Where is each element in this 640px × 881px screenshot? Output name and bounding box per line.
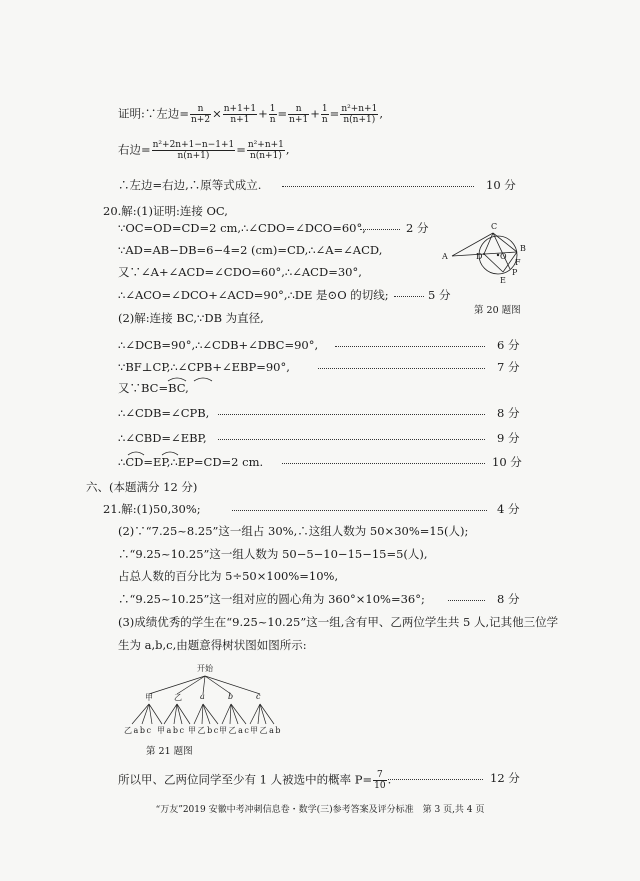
tree-node-a: a — [200, 692, 205, 701]
point-label-a: A — [442, 252, 448, 261]
dot-leader — [394, 296, 424, 297]
tree-leaf-group: 甲 乙 a c — [219, 726, 249, 735]
score-mark: 6 分 — [497, 338, 520, 352]
tree-node-b: b — [228, 692, 234, 701]
tree-node-c: c — [256, 692, 261, 701]
dot-leader — [218, 414, 485, 415]
q21-line6: (3)成绩优秀的学生在“9.25~10.25”这一组,含有甲、乙两位学生共 5 人,记其他三位学 — [118, 615, 559, 629]
score-mark: 5 分 — [428, 288, 451, 302]
q20-line6: (2)解:连接 BC,∵DB 为直径, — [118, 311, 264, 325]
q21-line5: ∴“9.25~10.25”这一组对应的圆心角为 360°×10%=36°; — [118, 592, 425, 606]
q21-line7: 生为 a,b,c,由题意得树状图如图所示: — [118, 638, 307, 652]
q20-line11: ∴∠CBD=∠EBP, — [118, 431, 207, 445]
q20-line3: ∵AD=AB−DB=6−4=2 (cm)=CD,∴∠A=∠ACD, — [118, 243, 383, 257]
q20-line7: ∴∠DCB=90°,∴∠CDB+∠DBC=90°, — [118, 338, 319, 352]
q20-line1: 20.解:(1)证明:连接 OC, — [103, 204, 228, 218]
dot-leader — [282, 463, 485, 464]
q20-line12: ∴CD=EP,∴EP=CD=2 cm. — [118, 455, 264, 469]
score-mark: 2 分 — [406, 221, 429, 235]
score-mark: 8 分 — [497, 592, 520, 606]
dot-leader — [335, 346, 485, 347]
tree-leaf-group: 甲 乙 b c — [188, 726, 218, 735]
dot-leader — [448, 600, 485, 601]
q20-line2: ∵OC=OD=CD=2 cm,∴∠CDO=∠DCO=60°, — [118, 221, 366, 235]
q20-line9: 又∵BC=BC, — [118, 381, 189, 395]
q21-line3: ∴“9.25~10.25”这一组人数为 50−5−10−15−15=5(人), — [118, 547, 428, 561]
dot-leader — [232, 510, 487, 511]
point-label-f: F — [515, 258, 521, 267]
q21-line2: (2)∵“7.25~8.25”这一组占 30%,∴这组人数为 50×30%=15(人); — [118, 524, 469, 538]
score-mark: 9 分 — [497, 431, 520, 445]
dot-leader — [318, 368, 485, 369]
q21-line1: 21.解:(1)50,30%; — [103, 502, 201, 516]
tree-leaf-group: 乙 a b c — [124, 726, 151, 735]
q19-line2: 右边= $\frac{\text{n²+2n+1−n−1+1}}{n(n+1)}$ = $\frac{\text{n²+n+1}}{n(n+1)}$ , — [118, 140, 290, 161]
score-mark: 8 分 — [497, 406, 520, 420]
point-label-d: D — [476, 252, 483, 261]
q21-line4: 占总人数的百分比为 5÷50×100%=10%, — [118, 569, 339, 583]
dot-leader — [218, 439, 485, 440]
arc-marks — [126, 449, 186, 457]
section-six-title: 六、(本题满分 12 分) — [86, 480, 198, 494]
tree-node-yi: 乙 — [174, 693, 182, 702]
dot-leader — [388, 779, 483, 780]
arc-marks — [166, 375, 214, 383]
dot-leader — [360, 229, 400, 230]
tree-leaf-group: 甲 乙 a b — [250, 726, 281, 735]
point-label-p: P — [512, 268, 518, 277]
point-label-o: O — [500, 252, 507, 261]
point-label-e: E — [500, 276, 506, 285]
figure-21-caption: 第 21 题图 — [146, 746, 193, 757]
point-label-c: C — [491, 222, 498, 231]
q21-conclusion: 所以甲、乙两位同学至少有 1 人被选中的概率 P= $\frac{7}{10}$ . — [118, 770, 392, 791]
score-mark: 12 分 — [490, 771, 520, 785]
q20-line10: ∴∠CDB=∠CPB, — [118, 406, 210, 420]
q20-line8: ∵BF⊥CP,∴∠CPB+∠EBP=90°, — [118, 360, 290, 374]
score-mark: 7 分 — [497, 360, 520, 374]
point-label-b: B — [520, 244, 526, 253]
dot-leader — [282, 186, 474, 187]
page-footer: “万友”2019 安徽中考冲刺信息卷・数学(三)参考答案及评分标准 第 3 页,共 4 页 — [155, 805, 485, 815]
q19-line1: 证明:∵左边= $\frac{n}{n+2}$ × $\frac{n+1+1}{n+1}$ + $\frac{1}{n}$ = $\frac{n}{n+1}$ + $\frac{1}{n}$ = $\frac{\text{n²+n+1}}{n(n+1)}$ , — [118, 104, 383, 125]
tree-node-jia: 甲 — [145, 693, 153, 702]
tree-root-label: 开始 — [197, 664, 213, 673]
q20-line4: 又∵∠A+∠ACD=∠CDO=60°,∴∠ACD=30°, — [118, 265, 362, 279]
figure-20-caption: 第 20 题图 — [474, 305, 521, 316]
q20-line5: ∴∠ACO=∠DCO+∠ACD=90°,∴DE 是⊙O 的切线; — [118, 288, 389, 302]
tree-leaf-group: 甲 a b c — [157, 726, 184, 735]
figure-20-geometry — [446, 222, 520, 288]
score-mark: 10 分 — [492, 455, 522, 469]
score-mark: 10 分 — [486, 178, 516, 192]
score-mark: 4 分 — [497, 502, 520, 516]
q19-line3: ∴左边=右边,∴原等式成立. — [118, 178, 262, 192]
